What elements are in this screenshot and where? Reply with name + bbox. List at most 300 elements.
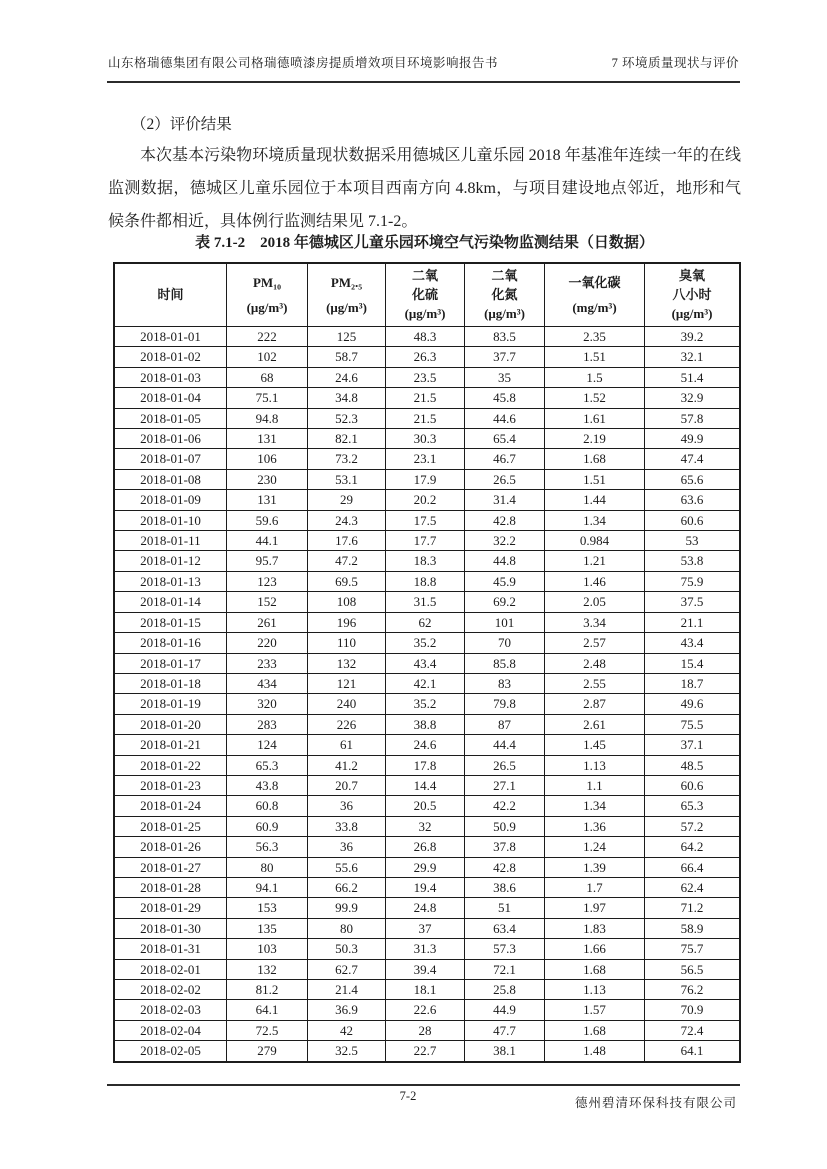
value-cell: 64.2: [645, 837, 741, 857]
header-left-title: 山东格瑞德集团有限公司格瑞德喷漆房提质增效项目环境影响报告书: [108, 56, 499, 70]
value-cell: 44.9: [465, 1000, 545, 1020]
value-cell: 45.9: [465, 571, 545, 591]
table-row: [114, 327, 740, 347]
value-cell: 57.3: [465, 939, 545, 959]
value-cell: 20.5: [386, 796, 465, 816]
table-row: [114, 633, 740, 653]
value-cell: 42.2: [465, 796, 545, 816]
column-header-line: 八小时: [672, 287, 712, 303]
table-row: [114, 918, 740, 938]
page-number: 7-2: [399, 1089, 417, 1103]
value-cell: 44.8: [465, 551, 545, 571]
value-cell: 83.5: [465, 327, 545, 347]
value-cell: 41.2: [308, 755, 386, 775]
column-header-content: [645, 264, 739, 326]
value-cell: 53.1: [308, 469, 386, 489]
table-row: [114, 367, 740, 387]
column-header-line: (μg/m³): [326, 299, 367, 315]
value-cell: 27.1: [465, 775, 545, 795]
date-cell: 2018-01-29: [114, 898, 227, 918]
value-cell: 17.7: [386, 531, 465, 551]
value-cell: 153: [227, 898, 308, 918]
value-cell: 65.3: [645, 796, 741, 816]
value-cell: 60.8: [227, 796, 308, 816]
value-cell: 65.4: [465, 429, 545, 449]
value-cell: 72.4: [645, 1020, 741, 1040]
table-row: [114, 877, 740, 897]
value-cell: 46.7: [465, 449, 545, 469]
date-cell: 2018-02-03: [114, 1000, 227, 1020]
value-cell: 17.8: [386, 755, 465, 775]
table-row: [114, 775, 740, 795]
value-cell: 230: [227, 469, 308, 489]
value-cell: 76.2: [645, 980, 741, 1000]
value-cell: 80: [227, 857, 308, 877]
column-header-o3: [645, 263, 741, 327]
column-header-content: [227, 264, 307, 326]
value-cell: 95.7: [227, 551, 308, 571]
value-cell: 49.6: [645, 694, 741, 714]
value-cell: 1.66: [545, 939, 645, 959]
value-cell: 38.1: [465, 1041, 545, 1062]
date-cell: 2018-01-28: [114, 877, 227, 897]
date-cell: 2018-01-30: [114, 918, 227, 938]
value-cell: 36.9: [308, 1000, 386, 1020]
value-cell: 125: [308, 327, 386, 347]
value-cell: 220: [227, 633, 308, 653]
table-row: [114, 592, 740, 612]
table-row: [114, 939, 740, 959]
value-cell: 34.8: [308, 388, 386, 408]
value-cell: 18.7: [645, 673, 741, 693]
value-cell: 1.68: [545, 449, 645, 469]
value-cell: 83: [465, 673, 545, 693]
date-cell: 2018-01-15: [114, 612, 227, 632]
value-cell: 101: [465, 612, 545, 632]
value-cell: 42.8: [465, 857, 545, 877]
table-row: [114, 469, 740, 489]
value-cell: 1.13: [545, 755, 645, 775]
value-cell: 57.2: [645, 816, 741, 836]
table-row: [114, 653, 740, 673]
value-cell: 37.1: [645, 735, 741, 755]
value-cell: 70.9: [645, 1000, 741, 1020]
date-cell: 2018-01-26: [114, 837, 227, 857]
value-cell: 1.52: [545, 388, 645, 408]
value-cell: 28: [386, 1020, 465, 1040]
column-header-line: 二氧: [491, 268, 518, 284]
date-cell: 2018-01-09: [114, 490, 227, 510]
value-cell: 94.1: [227, 877, 308, 897]
date-cell: 2018-01-20: [114, 714, 227, 734]
value-cell: 131: [227, 490, 308, 510]
date-cell: 2018-01-24: [114, 796, 227, 816]
value-cell: 35.2: [386, 633, 465, 653]
column-header-co: [545, 263, 645, 327]
date-cell: 2018-01-14: [114, 592, 227, 612]
value-cell: 1.24: [545, 837, 645, 857]
value-cell: 18.3: [386, 551, 465, 571]
monitoring-table-body: [114, 327, 740, 1062]
value-cell: 32.5: [308, 1041, 386, 1062]
column-header-line: PM₁₀: [252, 274, 281, 290]
value-cell: 69.2: [465, 592, 545, 612]
table-row: [114, 673, 740, 693]
value-cell: 43.4: [645, 633, 741, 653]
value-cell: 240: [308, 694, 386, 714]
value-cell: 60.6: [645, 510, 741, 530]
table-row: [114, 571, 740, 591]
value-cell: 22.6: [386, 1000, 465, 1020]
date-cell: 2018-01-23: [114, 775, 227, 795]
value-cell: 152: [227, 592, 308, 612]
value-cell: 38.8: [386, 714, 465, 734]
value-cell: 1.45: [545, 735, 645, 755]
value-cell: 23.5: [386, 367, 465, 387]
value-cell: 26.8: [386, 837, 465, 857]
value-cell: 58.7: [308, 347, 386, 367]
value-cell: 58.9: [645, 918, 741, 938]
value-cell: 283: [227, 714, 308, 734]
column-header-content: [308, 264, 385, 326]
date-cell: 2018-02-05: [114, 1041, 227, 1062]
value-cell: 49.9: [645, 429, 741, 449]
value-cell: 52.3: [308, 408, 386, 428]
value-cell: 18.1: [386, 980, 465, 1000]
value-cell: 17.6: [308, 531, 386, 551]
value-cell: 66.2: [308, 877, 386, 897]
value-cell: 53.8: [645, 551, 741, 571]
value-cell: 108: [308, 592, 386, 612]
date-cell: 2018-01-18: [114, 673, 227, 693]
date-cell: 2018-01-03: [114, 367, 227, 387]
value-cell: 51: [465, 898, 545, 918]
value-cell: 64.1: [227, 1000, 308, 1020]
value-cell: 24.6: [308, 367, 386, 387]
table-row: [114, 490, 740, 510]
value-cell: 1.36: [545, 816, 645, 836]
value-cell: 1.1: [545, 775, 645, 795]
value-cell: 132: [308, 653, 386, 673]
column-header-line: 一氧化碳: [568, 274, 621, 290]
table-row: [114, 755, 740, 775]
table-row: [114, 510, 740, 530]
table-header-row: [114, 263, 740, 327]
value-cell: 1.68: [545, 959, 645, 979]
value-cell: 47.7: [465, 1020, 545, 1040]
value-cell: 31.3: [386, 939, 465, 959]
value-cell: 32: [386, 816, 465, 836]
value-cell: 103: [227, 939, 308, 959]
date-cell: 2018-01-10: [114, 510, 227, 530]
value-cell: 25.8: [465, 980, 545, 1000]
value-cell: 233: [227, 653, 308, 673]
value-cell: 35: [465, 367, 545, 387]
value-cell: 73.2: [308, 449, 386, 469]
value-cell: 32.2: [465, 531, 545, 551]
value-cell: 22.7: [386, 1041, 465, 1062]
value-cell: 50.3: [308, 939, 386, 959]
value-cell: 56.3: [227, 837, 308, 857]
value-cell: 43.4: [386, 653, 465, 673]
column-header-content: [386, 264, 464, 326]
value-cell: 21.5: [386, 408, 465, 428]
value-cell: 59.6: [227, 510, 308, 530]
value-cell: 48.5: [645, 755, 741, 775]
date-cell: 2018-01-11: [114, 531, 227, 551]
value-cell: 1.34: [545, 796, 645, 816]
header-right-chapter: 7 环境质量现状与评价: [611, 56, 739, 70]
value-cell: 33.8: [308, 816, 386, 836]
value-cell: 2.35: [545, 327, 645, 347]
section-heading: （2）评价结果: [131, 116, 232, 133]
column-header-line: (μg/m³): [246, 299, 288, 315]
column-header-line: (μg/m³): [671, 306, 713, 322]
value-cell: 26.5: [465, 469, 545, 489]
value-cell: 123: [227, 571, 308, 591]
value-cell: 44.4: [465, 735, 545, 755]
value-cell: 75.1: [227, 388, 308, 408]
table-row: [114, 980, 740, 1000]
value-cell: 65.6: [645, 469, 741, 489]
value-cell: 37: [386, 918, 465, 938]
date-cell: 2018-01-08: [114, 469, 227, 489]
value-cell: 69.5: [308, 571, 386, 591]
column-header-line: 时间: [157, 287, 184, 303]
value-cell: 131: [227, 429, 308, 449]
value-cell: 37.7: [465, 347, 545, 367]
value-cell: 15.4: [645, 653, 741, 673]
value-cell: 17.9: [386, 469, 465, 489]
value-cell: 37.5: [645, 592, 741, 612]
column-header-pm10: [227, 263, 308, 327]
table-row: [114, 449, 740, 469]
value-cell: 1.61: [545, 408, 645, 428]
column-header-no2: [465, 263, 545, 327]
value-cell: 42.8: [465, 510, 545, 530]
table-row: [114, 714, 740, 734]
table-row: [114, 898, 740, 918]
value-cell: 87: [465, 714, 545, 734]
table-row: [114, 1000, 740, 1020]
value-cell: 37.8: [465, 837, 545, 857]
value-cell: 2.57: [545, 633, 645, 653]
value-cell: 0.984: [545, 531, 645, 551]
value-cell: 20.2: [386, 490, 465, 510]
date-cell: 2018-01-07: [114, 449, 227, 469]
value-cell: 64.1: [645, 1041, 741, 1062]
value-cell: 62.7: [308, 959, 386, 979]
value-cell: 132: [227, 959, 308, 979]
column-header-time: [114, 263, 227, 327]
value-cell: 261: [227, 612, 308, 632]
value-cell: 135: [227, 918, 308, 938]
column-header-line: (mg/m³): [572, 299, 617, 315]
value-cell: 21.4: [308, 980, 386, 1000]
value-cell: 81.2: [227, 980, 308, 1000]
date-cell: 2018-01-05: [114, 408, 227, 428]
value-cell: 39.4: [386, 959, 465, 979]
column-header-line: PM₂.₅: [330, 274, 363, 290]
value-cell: 45.8: [465, 388, 545, 408]
value-cell: 47.2: [308, 551, 386, 571]
value-cell: 61: [308, 735, 386, 755]
value-cell: 85.8: [465, 653, 545, 673]
column-header-content: [465, 264, 544, 326]
value-cell: 1.13: [545, 980, 645, 1000]
value-cell: 121: [308, 673, 386, 693]
table-row: [114, 1041, 740, 1062]
value-cell: 99.9: [308, 898, 386, 918]
value-cell: 2.19: [545, 429, 645, 449]
column-header-content: [545, 264, 644, 326]
value-cell: 56.5: [645, 959, 741, 979]
value-cell: 72.5: [227, 1020, 308, 1040]
date-cell: 2018-02-01: [114, 959, 227, 979]
date-cell: 2018-01-12: [114, 551, 227, 571]
value-cell: 53: [645, 531, 741, 551]
table-title: 表 7.1-2 2018 年德城区儿童乐园环境空气污染物监测结果（日数据）: [195, 235, 654, 251]
value-cell: 50.9: [465, 816, 545, 836]
date-cell: 2018-01-17: [114, 653, 227, 673]
date-cell: 2018-01-06: [114, 429, 227, 449]
table-row: [114, 857, 740, 877]
table-row: [114, 612, 740, 632]
value-cell: 196: [308, 612, 386, 632]
table-row: [114, 347, 740, 367]
table-row: [114, 388, 740, 408]
value-cell: 62: [386, 612, 465, 632]
table-row: [114, 551, 740, 571]
value-cell: 47.4: [645, 449, 741, 469]
value-cell: 36: [308, 796, 386, 816]
value-cell: 68: [227, 367, 308, 387]
value-cell: 20.7: [308, 775, 386, 795]
value-cell: 279: [227, 1041, 308, 1062]
date-cell: 2018-01-02: [114, 347, 227, 367]
value-cell: 2.05: [545, 592, 645, 612]
value-cell: 110: [308, 633, 386, 653]
value-cell: 1.34: [545, 510, 645, 530]
value-cell: 1.44: [545, 490, 645, 510]
value-cell: 1.57: [545, 1000, 645, 1020]
column-header-pm25: [308, 263, 386, 327]
value-cell: 21.5: [386, 388, 465, 408]
header-rule: [107, 81, 740, 83]
table-row: [114, 735, 740, 755]
value-cell: 2.48: [545, 653, 645, 673]
table-row: [114, 531, 740, 551]
column-header-line: (μg/m³): [484, 306, 525, 322]
table-row: [114, 408, 740, 428]
value-cell: 1.5: [545, 367, 645, 387]
date-cell: 2018-01-31: [114, 939, 227, 959]
table-row: [114, 837, 740, 857]
value-cell: 222: [227, 327, 308, 347]
date-cell: 2018-02-04: [114, 1020, 227, 1040]
date-cell: 2018-01-19: [114, 694, 227, 714]
column-header-line: (μg/m³): [404, 306, 446, 322]
value-cell: 1.7: [545, 877, 645, 897]
value-cell: 60.9: [227, 816, 308, 836]
date-cell: 2018-01-13: [114, 571, 227, 591]
value-cell: 226: [308, 714, 386, 734]
value-cell: 39.2: [645, 327, 741, 347]
value-cell: 14.4: [386, 775, 465, 795]
value-cell: 29: [308, 490, 386, 510]
value-cell: 44.1: [227, 531, 308, 551]
column-header-content: [115, 264, 226, 326]
date-cell: 2018-02-02: [114, 980, 227, 1000]
table-row: [114, 429, 740, 449]
table-row: [114, 694, 740, 714]
value-cell: 3.34: [545, 612, 645, 632]
value-cell: 62.4: [645, 877, 741, 897]
value-cell: 26.3: [386, 347, 465, 367]
value-cell: 1.48: [545, 1041, 645, 1062]
date-cell: 2018-01-21: [114, 735, 227, 755]
value-cell: 51.4: [645, 367, 741, 387]
value-cell: 55.6: [308, 857, 386, 877]
value-cell: 17.5: [386, 510, 465, 530]
value-cell: 2.61: [545, 714, 645, 734]
column-header-so2: [386, 263, 465, 327]
date-cell: 2018-01-22: [114, 755, 227, 775]
value-cell: 75.7: [645, 939, 741, 959]
value-cell: 79.8: [465, 694, 545, 714]
value-cell: 38.6: [465, 877, 545, 897]
value-cell: 43.8: [227, 775, 308, 795]
value-cell: 75.5: [645, 714, 741, 734]
value-cell: 80: [308, 918, 386, 938]
footer-rule: [107, 1084, 740, 1086]
monitoring-table: [113, 262, 741, 1063]
value-cell: 102: [227, 347, 308, 367]
value-cell: 2.55: [545, 673, 645, 693]
date-cell: 2018-01-27: [114, 857, 227, 877]
value-cell: 32.1: [645, 347, 741, 367]
monitoring-table-head: [114, 263, 740, 327]
value-cell: 42.1: [386, 673, 465, 693]
value-cell: 1.21: [545, 551, 645, 571]
value-cell: 23.1: [386, 449, 465, 469]
value-cell: 31.5: [386, 592, 465, 612]
value-cell: 24.3: [308, 510, 386, 530]
value-cell: 124: [227, 735, 308, 755]
value-cell: 1.51: [545, 469, 645, 489]
value-cell: 36: [308, 837, 386, 857]
value-cell: 1.83: [545, 918, 645, 938]
value-cell: 57.8: [645, 408, 741, 428]
column-header-line: 臭氧: [678, 268, 705, 284]
value-cell: 19.4: [386, 877, 465, 897]
date-cell: 2018-01-16: [114, 633, 227, 653]
table-row: [114, 796, 740, 816]
value-cell: 82.1: [308, 429, 386, 449]
value-cell: 1.97: [545, 898, 645, 918]
value-cell: 72.1: [465, 959, 545, 979]
value-cell: 29.9: [386, 857, 465, 877]
running-header: [108, 53, 739, 71]
date-cell: 2018-01-25: [114, 816, 227, 836]
value-cell: 65.3: [227, 755, 308, 775]
value-cell: 1.39: [545, 857, 645, 877]
value-cell: 24.8: [386, 898, 465, 918]
value-cell: 434: [227, 673, 308, 693]
value-cell: 35.2: [386, 694, 465, 714]
table-row: [114, 959, 740, 979]
value-cell: 63.6: [645, 490, 741, 510]
